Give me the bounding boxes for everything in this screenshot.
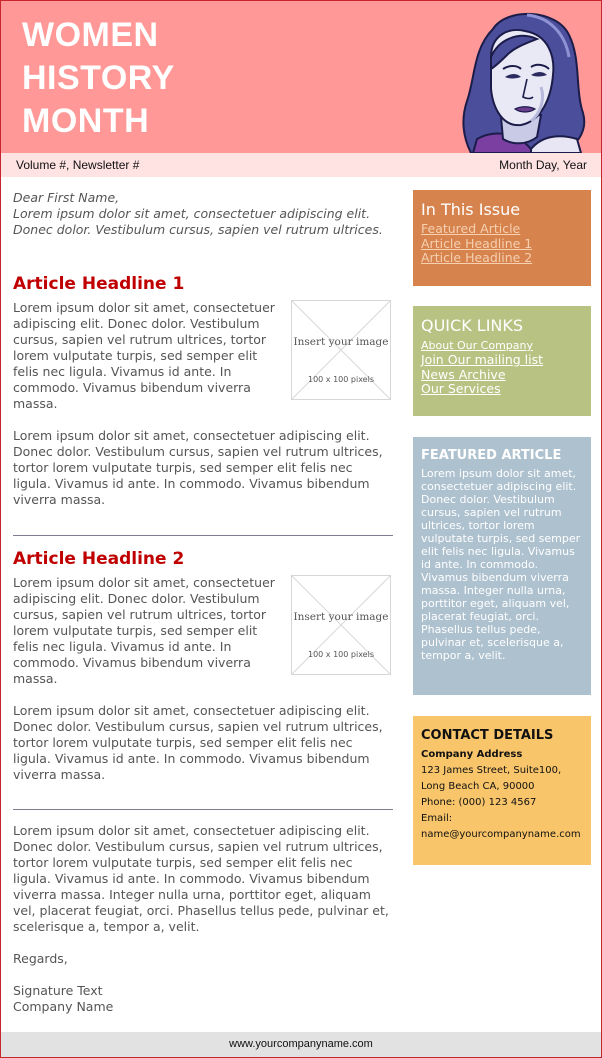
link-news-archive[interactable]: News Archive (421, 366, 506, 382)
company-address-label: Company Address (421, 749, 523, 760)
in-this-issue-box (413, 190, 591, 286)
featured-article-box (413, 437, 591, 695)
image-placeholder-label: Insert your image (293, 336, 389, 348)
image-placeholder-label: Insert your image (293, 611, 389, 623)
in-this-issue-links (421, 222, 589, 266)
signature-text: Signature Text (13, 983, 103, 998)
contact-details-title: CONTACT DETAILS (421, 728, 554, 743)
woman-portrait-illustration (457, 9, 589, 153)
article-1-image-placeholder[interactable] (291, 300, 391, 400)
company-name: Company Name (13, 999, 114, 1014)
link-join-mailing-list[interactable]: Join Our mailing list (421, 352, 544, 367)
in-this-issue-title: In This Issue (421, 200, 521, 219)
masthead-title-line-3: MONTH (22, 102, 150, 140)
footer (1, 1032, 601, 1057)
featured-article-text: Lorem ipsum dolor sit amet, consectetuer adipiscing elit. Donec dolor. Vestibulum cursus, sapien vel rutrum ultrices, tortor lorem vulputate turpis, sed semper elit felis nec ligula. Vivamus id ante. In commodo. Vivamus bibendum viverra massa. Integer nulla urna, porttitor eget, aliquam vel, placerat feugiat, orci. Phasellus tellus pede, pulvinar et, scelerisque a, tempor a, velit. (421, 467, 581, 662)
masthead (1, 1, 601, 153)
regards-text: Regards, (13, 951, 68, 966)
email-address[interactable]: name@yourcompanyname.com (421, 829, 581, 840)
footer-website-link[interactable]: www.yourcompanyname.com (229, 1038, 373, 1050)
quick-links-box (413, 306, 591, 416)
article-1-paragraph-1: Lorem ipsum dolor sit amet, consectetuer adipiscing elit. Donec dolor. Vestibulum cursus, sapien vel rutrum ultrices, tortor lorem vulputate turpis, sed semper elit felis nec ligula. Vivamus id ante. In commodo. Vivamus bibendum viverra massa. (13, 300, 275, 411)
link-about-our-company[interactable]: About Our Company (421, 339, 533, 352)
article-2-image-placeholder[interactable] (291, 575, 391, 675)
link-our-services[interactable]: Our Services (421, 381, 501, 396)
greeting: Dear First Name, (13, 190, 120, 205)
masthead-title-line-1: WOMEN (22, 16, 159, 54)
issue-bar (1, 153, 601, 177)
intro-text: Lorem ipsum dolor sit amet, consectetuer adipiscing elit. Donec dolor. Vestibulum cursus, sapien vel rutrum ultrices. (13, 206, 383, 237)
address-line-2: Long Beach CA, 90000 (421, 781, 535, 792)
featured-article-title: FEATURED ARTICLE (421, 448, 562, 463)
phone: Phone: (000) 123 4567 (421, 797, 537, 808)
link-featured-article[interactable]: Featured Article (421, 221, 521, 236)
contact-details-body (421, 747, 589, 843)
quick-links-list (421, 339, 589, 397)
image-placeholder-size: 100 x 100 pixels (307, 650, 374, 659)
article-2-paragraph-2: Lorem ipsum dolor sit amet, consectetuer adipiscing elit. Donec dolor. Vestibulum cursus, sapien vel rutrum ultrices, tortor lorem vulputate turpis, sed semper elit felis nec ligula. Vivamus id ante. In commodo. Vivamus bibendum viverra massa. (13, 703, 383, 782)
image-placeholder-size: 100 x 100 pixels (307, 375, 374, 384)
link-article-headline-1[interactable]: Article Headline 1 (421, 235, 533, 251)
divider (13, 535, 393, 536)
intro (13, 190, 391, 238)
closing-paragraph: Lorem ipsum dolor sit amet, consectetuer adipiscing elit. Donec dolor. Vestibulum cursus, sapien vel rutrum ultrices, tortor lorem vulputate turpis, sed semper elit felis nec ligula. Vivamus id ante. In commodo. Vivamus bibendum viverra massa. Integer nulla urna, porttitor eget, aliquam vel, placerat feugiat, orci. Phasellus tellus pede, pulvinar et, scelerisque a, tempor a, velit. (13, 823, 389, 934)
link-article-headline-2[interactable]: Article Headline 2 (421, 250, 533, 265)
article-2-paragraph-1: Lorem ipsum dolor sit amet, consectetuer adipiscing elit. Donec dolor. Vestibulum cursus, sapien vel rutrum ultrices, tortor lorem vulputate turpis, sed semper elit felis nec ligula. Vivamus id ante. In commodo. Vivamus bibendum viverra massa. (13, 575, 275, 686)
issue-date: Month Day, Year (499, 158, 587, 172)
quick-links-title: QUICK LINKS (421, 316, 524, 335)
masthead-title-line-2: HISTORY (22, 59, 175, 97)
article-1-headline[interactable]: Article Headline 1 (13, 274, 185, 294)
address-line-1: 123 James Street, Suite100, (421, 765, 562, 776)
article-2-headline[interactable]: Article Headline 2 (13, 549, 185, 569)
divider (13, 809, 393, 810)
volume-label: Volume #, Newsletter # (16, 158, 140, 172)
contact-details-box (413, 716, 591, 865)
article-1-paragraph-2: Lorem ipsum dolor sit amet, consectetuer adipiscing elit. Donec dolor. Vestibulum cursus, sapien vel rutrum ultrices, tortor lorem vulputate turpis, sed semper elit felis nec ligula. Vivamus id ante. In commodo. Vivamus bibendum viverra massa. (13, 428, 383, 507)
email-label: Email: (421, 813, 453, 824)
